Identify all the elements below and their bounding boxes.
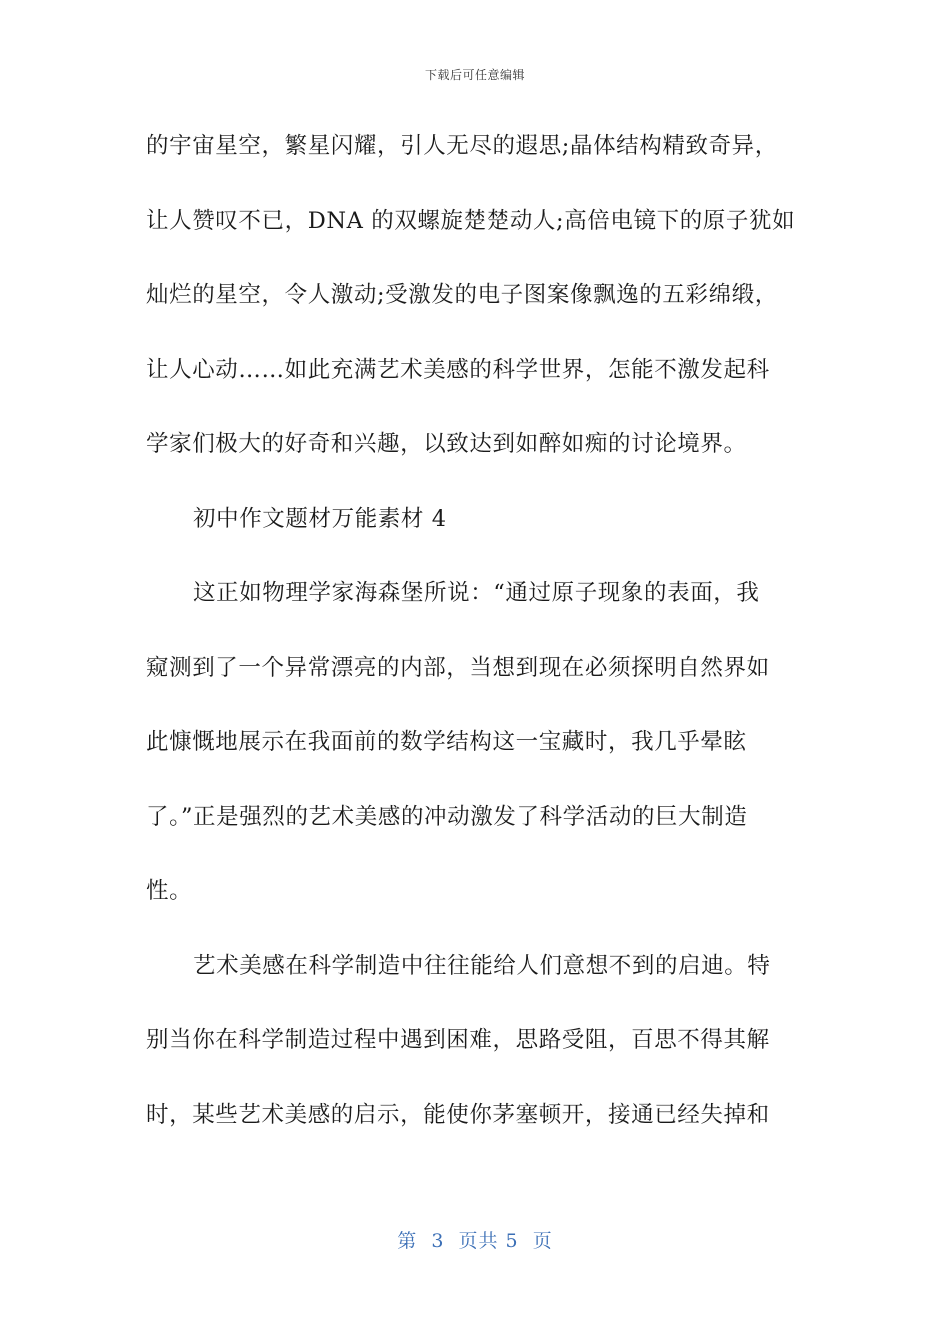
body-line: 性。 <box>146 878 193 904</box>
page-number-footer <box>0 1226 950 1253</box>
body-line: 让人赞叹不已，DNA 的双螺旋楚楚动人;高倍电镜下的原子犹如 <box>146 207 796 234</box>
body-line: 了。”正是强烈的艺术美感的冲动激发了科学活动的巨大制造 <box>146 803 748 830</box>
body-line: 学家们极大的好奇和兴趣，以致达到如醉如痴的讨论境界。 <box>146 431 747 457</box>
body-line: 的宇宙星空，繁星闪耀，引人无尽的遐思;晶体结构精致奇异， <box>146 133 778 159</box>
body-line: 别当你在科学制造过程中遇到困难，思路受阻，百思不得其解 <box>146 1027 770 1053</box>
body-line: 灿烂的星空，令人激动;受激发的电子图案像飘逸的五彩绵缎， <box>146 282 778 308</box>
body-line: 时，某些艺术美感的启示，能使你茅塞顿开，接通已经失掉和 <box>146 1101 770 1128</box>
document-body <box>146 124 806 1167</box>
paragraph-start-line: 这正如物理学家海森堡所说：“通过原子现象的表面，我 <box>193 580 760 606</box>
paragraph-start-line: 艺术美感在科学制造中往往能给人们意想不到的启迪。特 <box>193 952 771 979</box>
header-note: 下载后可任意编辑 <box>424 68 525 82</box>
body-line: 窥测到了一个异常漂亮的内部，当想到现在必须探明自然界如 <box>146 654 770 681</box>
section-heading: 初中作文题材万能素材 4 <box>193 505 447 532</box>
body-line: 此慷慨地展示在我面前的数学结构这一宝藏时，我几乎晕眩 <box>146 729 747 755</box>
body-line: 让人心动……如此充满艺术美感的科学世界，怎能不激发起科 <box>146 356 770 383</box>
page-number-label: 第 3 页共 5 页 <box>397 1230 553 1252</box>
